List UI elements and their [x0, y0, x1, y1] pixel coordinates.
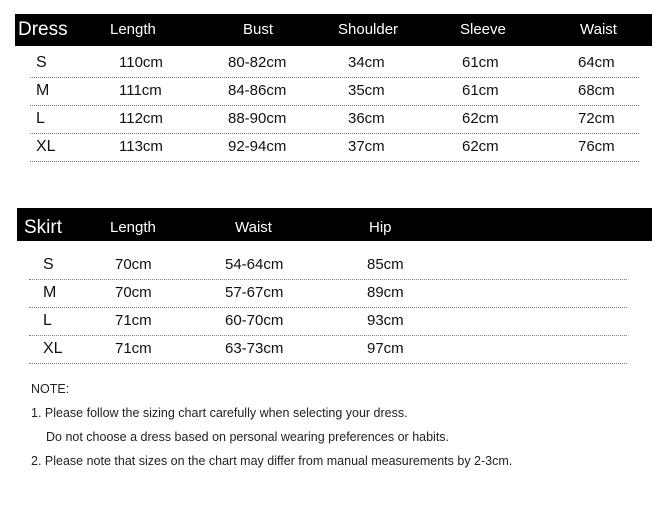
size-label: S [36, 54, 47, 71]
skirt-table-header [17, 208, 652, 241]
note-line-1-continued: Do not choose a dress based on personal wearing preferences or habits. [46, 430, 450, 444]
table-row [29, 279, 627, 308]
table-row [30, 105, 639, 134]
dress-col-bust: Bust [243, 21, 274, 38]
hip-value: 85cm [367, 256, 404, 273]
table-row [29, 307, 627, 336]
hip-value: 89cm [367, 284, 404, 301]
dress-table-header [15, 14, 652, 46]
size-label: M [36, 82, 50, 99]
waist-value: 54-64cm [225, 256, 284, 273]
length-value: 70cm [115, 284, 152, 301]
waist-value: 76cm [578, 138, 615, 155]
shoulder-value: 35cm [348, 82, 385, 99]
waist-value: 68cm [578, 82, 615, 99]
dress-col-sleeve: Sleeve [460, 21, 506, 38]
dress-col-waist: Waist [580, 21, 617, 38]
dress-col-shoulder: Shoulder [338, 21, 399, 38]
shoulder-value: 34cm [348, 54, 385, 71]
sleeve-value: 62cm [462, 138, 499, 155]
shoulder-value: 36cm [348, 110, 385, 127]
table-row [30, 49, 639, 78]
waist-value: 63-73cm [225, 340, 284, 357]
size-label: M [43, 284, 57, 301]
bust-value: 88-90cm [228, 110, 287, 127]
size-label: XL [43, 340, 63, 357]
skirt-col-hip: Hip [369, 219, 392, 236]
table-row [30, 77, 639, 106]
bust-value: 80-82cm [228, 54, 287, 71]
note-line-1: 1. Please follow the sizing chart carefully when selecting your dress. [31, 406, 408, 420]
sleeve-value: 61cm [462, 82, 499, 99]
size-label: L [36, 110, 45, 127]
dress-table-title: Dress [18, 19, 68, 40]
bust-value: 92-94cm [228, 138, 287, 155]
waist-value: 60-70cm [225, 312, 284, 329]
length-value: 71cm [115, 340, 152, 357]
length-value: 71cm [115, 312, 152, 329]
length-value: 112cm [119, 110, 163, 127]
hip-value: 93cm [367, 312, 404, 329]
shoulder-value: 37cm [348, 138, 385, 155]
notes-heading: NOTE: [31, 382, 70, 396]
length-value: 110cm [119, 54, 163, 71]
dress-col-length: Length [110, 21, 156, 38]
table-row [30, 133, 639, 162]
bust-value: 84-86cm [228, 82, 287, 99]
waist-value: 72cm [578, 110, 615, 127]
table-row [29, 251, 627, 280]
waist-value: 64cm [578, 54, 615, 71]
length-value: 70cm [115, 256, 152, 273]
sleeve-value: 61cm [462, 54, 499, 71]
skirt-col-waist: Waist [235, 219, 272, 236]
size-label: S [43, 256, 54, 273]
size-label: L [43, 312, 52, 329]
note-line-2: 2. Please note that sizes on the chart may differ from manual measurements by 2-3cm. [31, 454, 513, 468]
hip-value: 97cm [367, 340, 404, 357]
length-value: 113cm [119, 138, 163, 155]
length-value: 111cm [119, 82, 162, 99]
skirt-size-table [17, 208, 652, 368]
sleeve-value: 62cm [462, 110, 499, 127]
skirt-col-length: Length [110, 219, 156, 236]
waist-value: 57-67cm [225, 284, 284, 301]
size-label: XL [36, 138, 56, 155]
skirt-table-title: Skirt [24, 217, 62, 238]
table-row [29, 335, 627, 364]
dress-size-table [15, 14, 652, 164]
